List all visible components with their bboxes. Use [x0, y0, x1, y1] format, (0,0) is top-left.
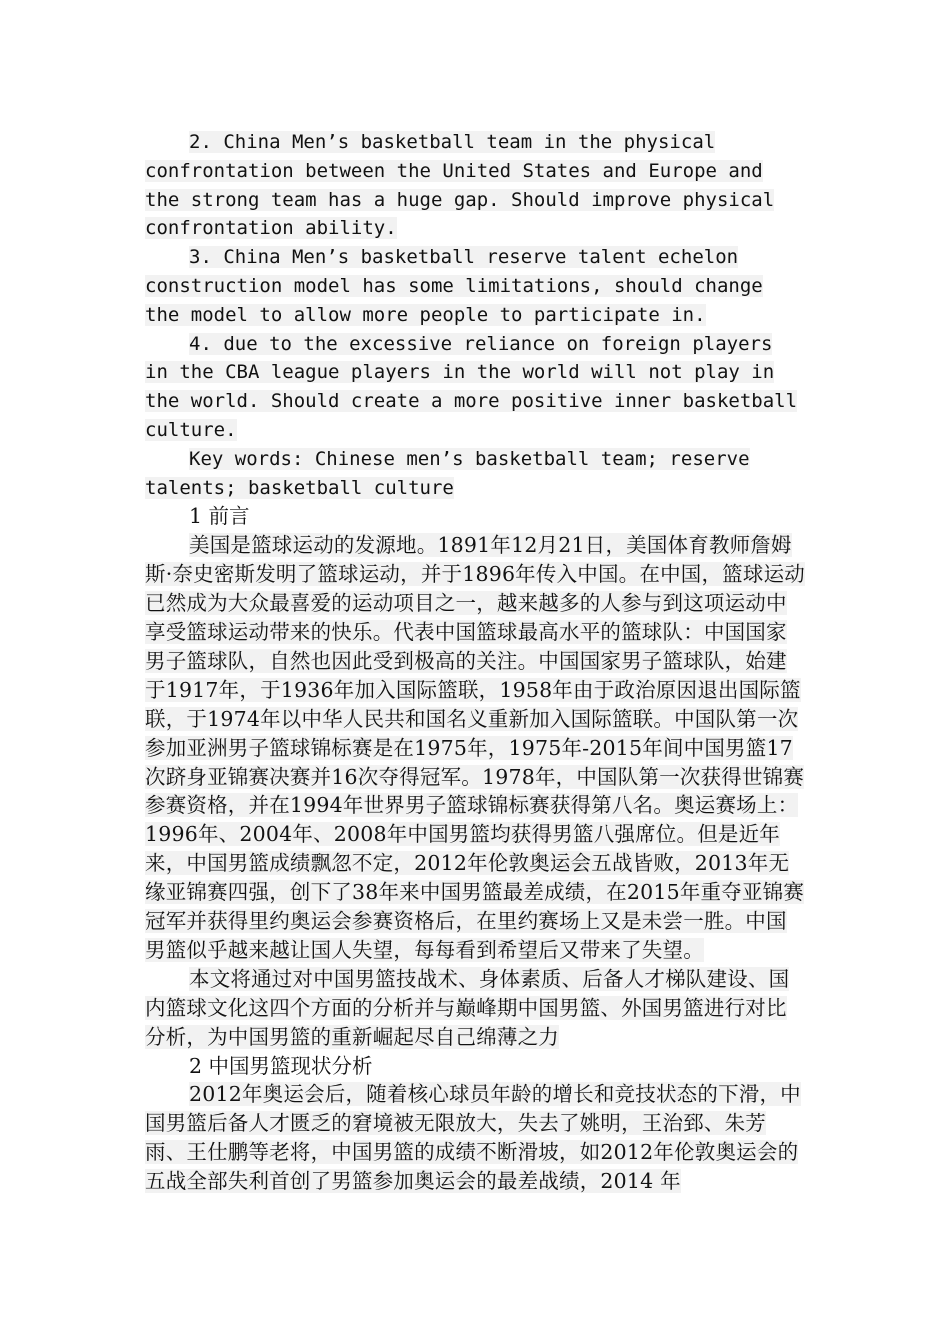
keywords-text: Key words: Chinese men’s basketball team; reserve talents; basketball culture [145, 447, 750, 499]
section-1-paragraph-2 [145, 965, 805, 1052]
document-page [145, 128, 805, 1196]
section-1-paragraph-2-text: 本文将通过对中国男篮技战术、身体素质、后备人才梯队建设、国内篮球文化这四个方面的分析并与巅峰期中国男篮、外国男篮进行对比分析，为中国男篮的重新崛起尽自己绵薄之力 [145, 966, 790, 1049]
abstract-point-2-text: 2. China Men’s basketball team in the physical confrontation between the United States and Europe and the strong team has a huge gap. Should improve physical confrontation ability. [145, 131, 775, 240]
section-1-heading-text: 1 前言 [189, 504, 250, 529]
section-2-heading-text: 2 中国男篮现状分析 [189, 1053, 373, 1078]
section-1-heading [145, 502, 805, 531]
keywords [145, 445, 805, 503]
section-2-paragraph-1 [145, 1080, 805, 1196]
section-2-heading [145, 1052, 805, 1081]
abstract-point-3 [145, 243, 805, 329]
abstract-point-4 [145, 330, 805, 445]
abstract-point-4-text: 4. due to the excessive reliance on foreign players in the CBA league players in the world will not play in the world. Should create a more positive inner basketball culture. [145, 332, 798, 441]
section-1-paragraph-1 [145, 531, 805, 965]
section-1-paragraph-1-text: 美国是篮球运动的发源地。1891年12月21日，美国体育教师詹姆斯·奈史密斯发明了篮球运动，并于1896年传入中国。在中国，篮球运动已然成为大众最喜爱的运动项目之一，越来越多的人参与到这项运动中享受篮球运动带来的快乐。代表中国篮球最高水平的篮球队：中国国家男子篮球队，自然也因此受到极高的关注。中国国家男子篮球队，始建于1917年，于1936年加入国际篮联，1958年由于政治原因退出国际篮联，于1974年以中华人民共和国名义重新加入国际篮联。中国队第一次参加亚洲男子篮球锦标赛是在1975年，1975年-2015年间中国男篮17次跻身亚锦赛决赛并16次夺得冠军。1978年，中国队第一次获得世锦赛参赛资格，并在1994年世界男子篮球锦标赛获得第八名。奥运赛场上：1996年、2004年、2008年中国男篮均获得男篮八强席位。但是近年来，中国男篮成绩飘忽不定，2012年伦敦奥运会五战皆败，2013年无缘亚锦赛四强，创下了38年来中国男篮最差成绩，在2015年重夺亚锦赛冠军并获得里约奥运会参赛资格后，在里约赛场上又是未尝一胜。中国男篮似乎越来越让国人失望，每每看到希望后又带来了失望。 [145, 533, 805, 962]
abstract-point-3-text: 3. China Men’s basketball reserve talent echelon construction model has some limitations, should change the model to allow more people to participate in. [145, 246, 763, 326]
section-2-paragraph-1-text: 2012年奥运会后，随着核心球员年龄的增长和竞技状态的下滑，中国男篮后备人才匮乏的窘境被无限放大，失去了姚明，王治郅、朱芳雨、王仕鹏等老将，中国男篮的成绩不断滑坡，如2012年伦敦奥运会的五战全部失利首创了男篮参加奥运会的最差战绩，2014 年 [145, 1082, 801, 1194]
abstract-point-2 [145, 128, 805, 243]
